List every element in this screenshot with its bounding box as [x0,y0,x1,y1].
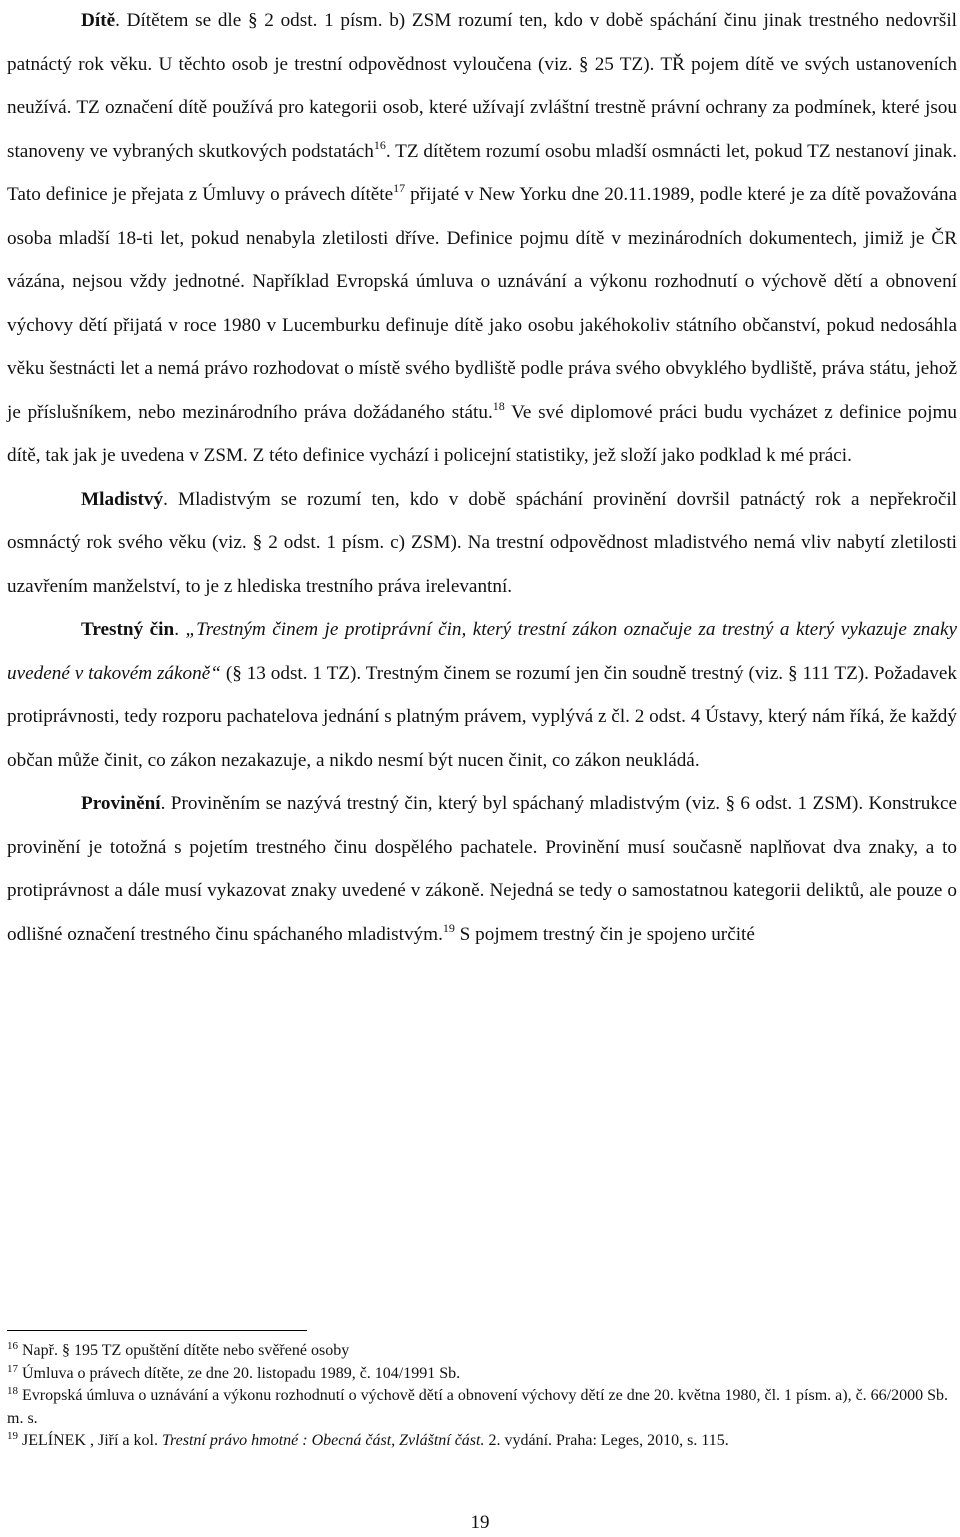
footnote-text: Úmluva o právech dítěte, ze dne 20. listopadu 1989, č. 104/1991 Sb. [22,1364,461,1382]
dite-text-2: . TZ dítětem rozumí osobu mladší osmnácti let, pokud TZ nestanoví jinak. Tato definice je přejata z Úmluvy o právech dítěte [7,140,957,205]
footnote-text-end: 2. vydání. Praha: Leges, 2010, s. 115. [484,1432,729,1449]
provineni-text-1: . Proviněním se nazývá trestný čin, který byl spáchaný mladistvým (viz. § 6 odst. 1 ZSM). Konstrukce provinění je totožná s pojetím trestného činu dospělého pachatele. Provinění musí současně naplňovat dva znaky, a to protiprávnost a dále musí vykazovat znaky uvedené v zákoně. Nejedná se tedy o samostatnou kategorii deliktů, ale pouze o odlišné označení trestného činu spáchaného mladistvým. [7,793,957,945]
provineni-text-2: S pojmem trestný čin je spojeno určité [454,923,755,945]
paragraph-provineni [7,782,957,956]
footnote-ref-17[interactable]: 17 [393,181,406,195]
footnote-text: Evropská úmluva o uznávání a výkonu rozhodnutí o výchově dětí a obnovení výchovy dětí ze dne 20. května 1980, čl. 1 písm. a), č. 66/2000 Sb. m. s. [7,1387,949,1427]
footnotes [7,1340,957,1453]
footnote-separator [7,1330,307,1331]
term-mladistvy: Mladistvý [81,488,164,510]
page-number: 19 [470,1512,490,1533]
paragraph-trestny-cin [7,608,957,782]
paragraph-dite [7,0,957,478]
footnote-book-title: Trestní právo hmotné : Obecná část, Zvláštní část. [161,1432,485,1449]
footnote-16 [7,1340,957,1363]
dite-text-4: Ve své diplomové práci budu vycházet z definice pojmu dítě, tak jak je uvedena v ZSM. Z této definice vychází i policejní statistiky, jež složí jako podklad k mé práci. [7,401,957,466]
footnote-ref-16[interactable]: 16 [373,137,386,152]
term-trestny-cin: Trestný čin [81,619,175,640]
trestny-cin-text-1: . [174,619,186,640]
page-body [7,0,957,956]
footnote-19 [7,1430,957,1453]
footnote-18 [7,1385,957,1430]
footnote-text: JELÍNEK , Jiří a kol. [22,1432,162,1449]
footnote-ref-18[interactable]: 18 [492,398,505,413]
footnote-ref-19[interactable]: 19 [442,920,455,935]
dite-text-1: . Dítětem se dle § 2 odst. 1 písm. b) ZSM rozumí ten, kdo v době spáchání činu jinak trestného nedovršil patnáctý rok věku. U těchto osob je trestní odpovědnost vyloučena (viz. § 25 TZ). TŘ pojem dítě ve svých ustanoveních neužívá. TZ označení dítě používá pro kategorii osob, které užívají zvláštní trestně právní ochrany za podmínek, které jsou stanoveny ve vybraných skutkových podstatách [7,10,957,162]
term-provineni: Provinění [81,793,161,814]
footnote-number: 18 [7,1385,18,1397]
dite-text-3: přijaté v New Yorku dne 20.11.1989, podle které je za dítě považována osoba mladší 18-ti let, pokud nenabyla zletilosti dříve. Definice pojmu dítě v mezinárodních dokumentech, jimiž je ČR vázána, nejsou vždy jednotné. Například Evropská úmluva o uznávání a výkonu rozhodnutí o výchově dětí a obnovení výchovy dětí přijatá v roce 1980 v Lucemburku definuje dítě jako osobu jakéhokoliv státního občanství, pokud nedosáhla věku šestnácti let a nemá právo rozhodovat o místě svého bydliště podle práva svého obvyklého bydliště, práva státu, jehož je příslušníkem, nebo mezinárodního práva dožádaného státu. [7,184,957,423]
trestny-cin-text-2: (§ 13 odst. 1 TZ). Trestným činem se rozumí jen čin soudně trestný (viz. § 111 TZ). Požadavek protiprávnosti, tedy rozporu pachatelova jednání s platným právem, vyplývá z čl. 2 odst. 4 Ústavy, který nám říká, že každý občan může činit, co zákon nezakazuje, a nikdo nesmí být nucen činit, co zákon neukládá. [7,662,957,771]
footnote-17 [7,1363,957,1386]
trestny-cin-quote: „Trestným činem je protiprávní čin, který trestní zákon označuje za trestný a který vykazuje znaky uvedené v takovém zákoně“ [7,619,958,684]
term-dite: Dítě [81,10,116,31]
footnote-number: 17 [7,1362,18,1375]
paragraph-mladistvy [7,478,957,609]
mladistvy-text: . Mladistvým se rozumí ten, kdo v době spáchání provinění dovršil patnáctý rok a nepřekročil osmnáctý rok svého věku (viz. § 2 odst. 1 písm. c) ZSM). Na trestní odpovědnost mladistvého nemá vliv nabytí zletilosti uzavřením manželství, to je z hlediska trestního práva irelevantní. [7,488,957,597]
footnote-number: 16 [7,1340,18,1352]
footnote-text: Např. § 195 TZ opuštění dítěte nebo svěřené osoby [22,1342,350,1359]
footnote-number: 19 [7,1430,18,1442]
